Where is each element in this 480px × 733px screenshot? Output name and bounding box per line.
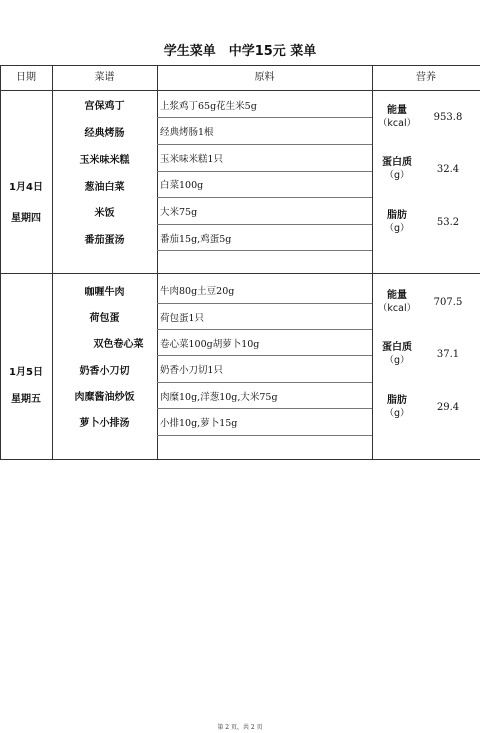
day-date: 1月4日 <box>9 182 43 193</box>
nutrition-label: 蛋白质 （g） <box>382 157 412 181</box>
dish-name: 宫保鸡丁 <box>84 101 125 112</box>
dish-name: 荷包蛋 <box>89 313 120 324</box>
nutrition-label: 能量 （kcal） <box>377 290 417 314</box>
dish-ingredients: 上浆鸡丁65g花生米5g <box>160 101 257 112</box>
row-divider <box>157 303 372 304</box>
day-divider <box>0 273 480 274</box>
dish-name: 葱油白菜 <box>84 182 125 193</box>
nutrition-label: 脂肪 （g） <box>384 395 410 419</box>
dish-name: 双色卷心菜 <box>93 339 144 350</box>
nutrition-label: 能量 （kcal） <box>377 105 417 129</box>
table-border-left <box>0 65 1 460</box>
row-divider <box>157 435 372 436</box>
table-border-bottom <box>0 459 480 460</box>
header-date: 日期 <box>16 72 36 83</box>
row-divider <box>157 382 372 383</box>
row-divider <box>157 171 372 172</box>
dish-name: 咖喱牛肉 <box>84 287 125 298</box>
dish-ingredients: 玉米味米糕1只 <box>160 154 224 165</box>
dish-ingredients: 卷心菜100g胡萝卜10g <box>160 339 260 350</box>
header-dish: 菜谱 <box>94 72 115 83</box>
dish-ingredients: 白菜100g <box>160 180 204 191</box>
row-divider <box>157 408 372 409</box>
column-divider <box>52 65 53 460</box>
row-divider <box>157 117 372 118</box>
column-divider <box>372 65 373 460</box>
dish-ingredients: 经典烤肠1根 <box>160 127 214 138</box>
header-nutrition: 营养 <box>416 72 436 83</box>
nutrition-label: 脂肪 （g） <box>384 210 410 234</box>
page-footer: 第 2 页，共 2 页 <box>217 724 263 731</box>
nutrition-label: 蛋白质 （g） <box>382 342 412 366</box>
row-divider <box>157 224 372 225</box>
header-ingredients: 原料 <box>254 72 275 83</box>
dish-ingredients: 荷包蛋1只 <box>160 313 205 324</box>
dish-ingredients: 牛肉80g土豆20g <box>160 286 235 297</box>
row-divider <box>157 144 372 145</box>
nutrition-value: 707.5 <box>433 297 463 308</box>
dish-name: 奶香小刀切 <box>79 366 130 377</box>
row-divider <box>157 355 372 356</box>
nutrition-value: 953.8 <box>433 112 463 123</box>
row-divider <box>157 250 372 251</box>
header-divider <box>0 90 480 91</box>
day-date: 1月5日 <box>9 367 43 378</box>
row-divider <box>157 197 372 198</box>
nutrition-value: 53.2 <box>436 217 460 228</box>
dish-name: 番茄蛋汤 <box>84 235 125 246</box>
dish-name: 萝卜小排汤 <box>79 418 130 429</box>
column-divider <box>157 65 158 460</box>
dish-ingredients: 大米75g <box>160 207 198 218</box>
table-border-top <box>0 65 480 66</box>
dish-ingredients: 肉糜10g,洋葱10g,大米75g <box>160 392 278 403</box>
day-weekday: 星期五 <box>11 394 41 405</box>
nutrition-value: 32.4 <box>436 164 460 175</box>
dish-name: 玉米味米糕 <box>79 155 130 166</box>
row-divider <box>157 329 372 330</box>
dish-ingredients: 小排10g,萝卜15g <box>160 418 238 429</box>
nutrition-value: 29.4 <box>436 402 460 413</box>
dish-ingredients: 番茄15g,鸡蛋5g <box>160 234 232 245</box>
page-title: 学生菜单 中学15元 菜单 <box>163 44 317 59</box>
dish-name: 米饭 <box>94 208 115 219</box>
day-weekday: 星期四 <box>11 213 41 224</box>
dish-ingredients: 奶香小刀切1只 <box>160 365 224 376</box>
dish-name: 肉糜酱油炒饭 <box>74 392 135 403</box>
nutrition-value: 37.1 <box>436 349 460 360</box>
dish-name: 经典烤肠 <box>84 128 125 139</box>
